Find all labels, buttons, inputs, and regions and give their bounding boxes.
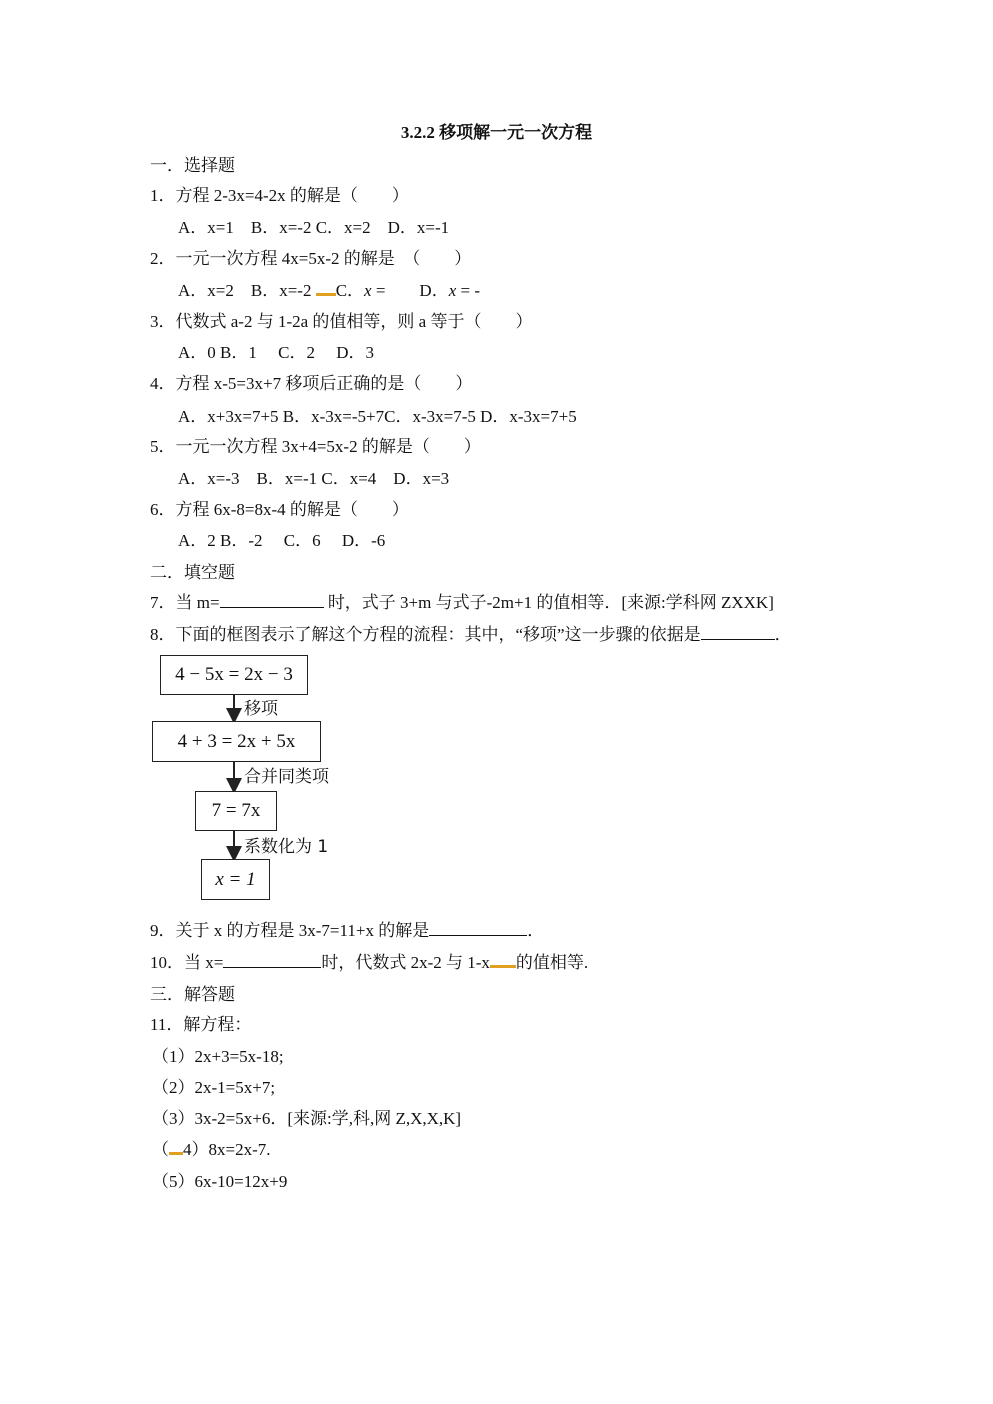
question-11-part-5: （5）6x-10=12x+9 — [152, 1172, 288, 1191]
flow-step-move-terms: 移项 — [244, 699, 278, 719]
question-11-part-1: （1）2x+3=5x-18; — [152, 1047, 284, 1066]
question-2-option-c-variable: x — [364, 281, 372, 300]
flow-box-combined — [195, 791, 277, 831]
question-2-option-d-variable: x — [448, 281, 457, 300]
section-heading-fill: 二．填空题 — [150, 563, 235, 582]
flow-box-3-text: 7 = 7x — [211, 800, 261, 821]
question-4-stem: 4．方程 x-5=3x+7 移项后正确的是（ ） — [150, 374, 473, 393]
question-2-option-c: C． — [335, 281, 365, 300]
question-10-mid: 时，代数式 2x-2 与 1-x — [321, 953, 490, 972]
question-5-options: A．x=-3 B．x=-1 C．x=4 D．x=3 — [178, 469, 450, 488]
flow-box-2-text: 4 + 3 = 2x + 5x — [177, 730, 296, 752]
question-2-options-ab: A．x=2 B．x=-2 — [178, 281, 312, 300]
question-7-post: 时，式子 3+m 与式子-2m+1 的值相等．[来源:学科网 ZXXK] — [323, 593, 774, 612]
question-8-pre: 8．下面的框图表示了解这个方程的流程：其中，“移项”这一步骤的依据是 — [150, 625, 701, 644]
question-10 — [150, 952, 588, 974]
question-11-part-3: （3）3x-2=5x+6．[来源:学,科,网 Z,X,X,K] — [152, 1109, 462, 1128]
flow-box-equation — [160, 655, 308, 695]
question-1-options: A．x=1 B．x=-2 C．x=2 D．x=-1 — [178, 218, 450, 237]
question-3-options: A．0 B．1 C．2 D．3 — [178, 343, 374, 362]
page-title: 3.2.2 移项解一元一次方程 — [400, 123, 593, 142]
answer-blank[interactable] — [429, 921, 527, 936]
question-4-options: A．x+3x=7+5 B．x-3x=-5+7C．x-3x=7-5 D．x-3x=7+5 — [178, 407, 577, 426]
question-8-post: ． — [774, 625, 792, 644]
answer-blank[interactable] — [223, 953, 321, 968]
flow-step-combine: 合并同类项 — [244, 767, 329, 787]
flow-step-coefficient: 系数化为 1 — [244, 837, 329, 857]
flow-box-solution — [201, 859, 270, 900]
question-2-option-c-equation: = D． — [371, 281, 449, 300]
question-6-options: A．2 B．-2 C．6 D．-6 — [178, 531, 386, 550]
question-2-option-d-equation: = - — [456, 281, 481, 300]
question-9 — [150, 920, 544, 942]
question-9-post: ． — [527, 921, 545, 940]
flow-box-4-text: x = 1 — [215, 868, 256, 890]
question-11-part-4-pre: （ — [152, 1140, 169, 1159]
question-1-stem: 1．方程 2-3x=4-2x 的解是（ ） — [150, 186, 409, 205]
question-11-stem: 11．解方程： — [150, 1015, 252, 1034]
highlight-mark — [490, 955, 516, 968]
section-heading-choice: 一．选择题 — [150, 156, 235, 175]
question-11-part-4-post: 4）8x=2x-7. — [183, 1140, 271, 1159]
question-10-pre: 10．当 x= — [150, 953, 224, 972]
question-7-pre: 7．当 m= — [150, 593, 220, 612]
question-9-pre: 9．关于 x 的方程是 3x-7=11+x 的解是 — [150, 921, 430, 940]
question-6-stem: 6．方程 6x-8=8x-4 的解是（ ） — [150, 500, 409, 519]
question-3-stem: 3．代数式 a-2 与 1-2a 的值相等，则 a 等于（ ） — [150, 312, 533, 331]
question-10-post: 的值相等. — [515, 953, 589, 972]
question-5-stem: 5．一元一次方程 3x+4=5x-2 的解是（ ） — [150, 437, 481, 456]
question-2-stem: 2．一元一次方程 4x=5x-2 的解是 （ ） — [150, 249, 472, 268]
highlight-mark — [169, 1142, 183, 1155]
section-heading-answer: 三．解答题 — [150, 985, 235, 1004]
flow-box-moved — [152, 721, 321, 762]
flow-box-1-text: 4 − 5x = 2x − 3 — [175, 664, 293, 685]
question-11-part-2: （2）2x-1=5x+7; — [152, 1078, 276, 1097]
question-11-part-4 — [152, 1139, 271, 1161]
